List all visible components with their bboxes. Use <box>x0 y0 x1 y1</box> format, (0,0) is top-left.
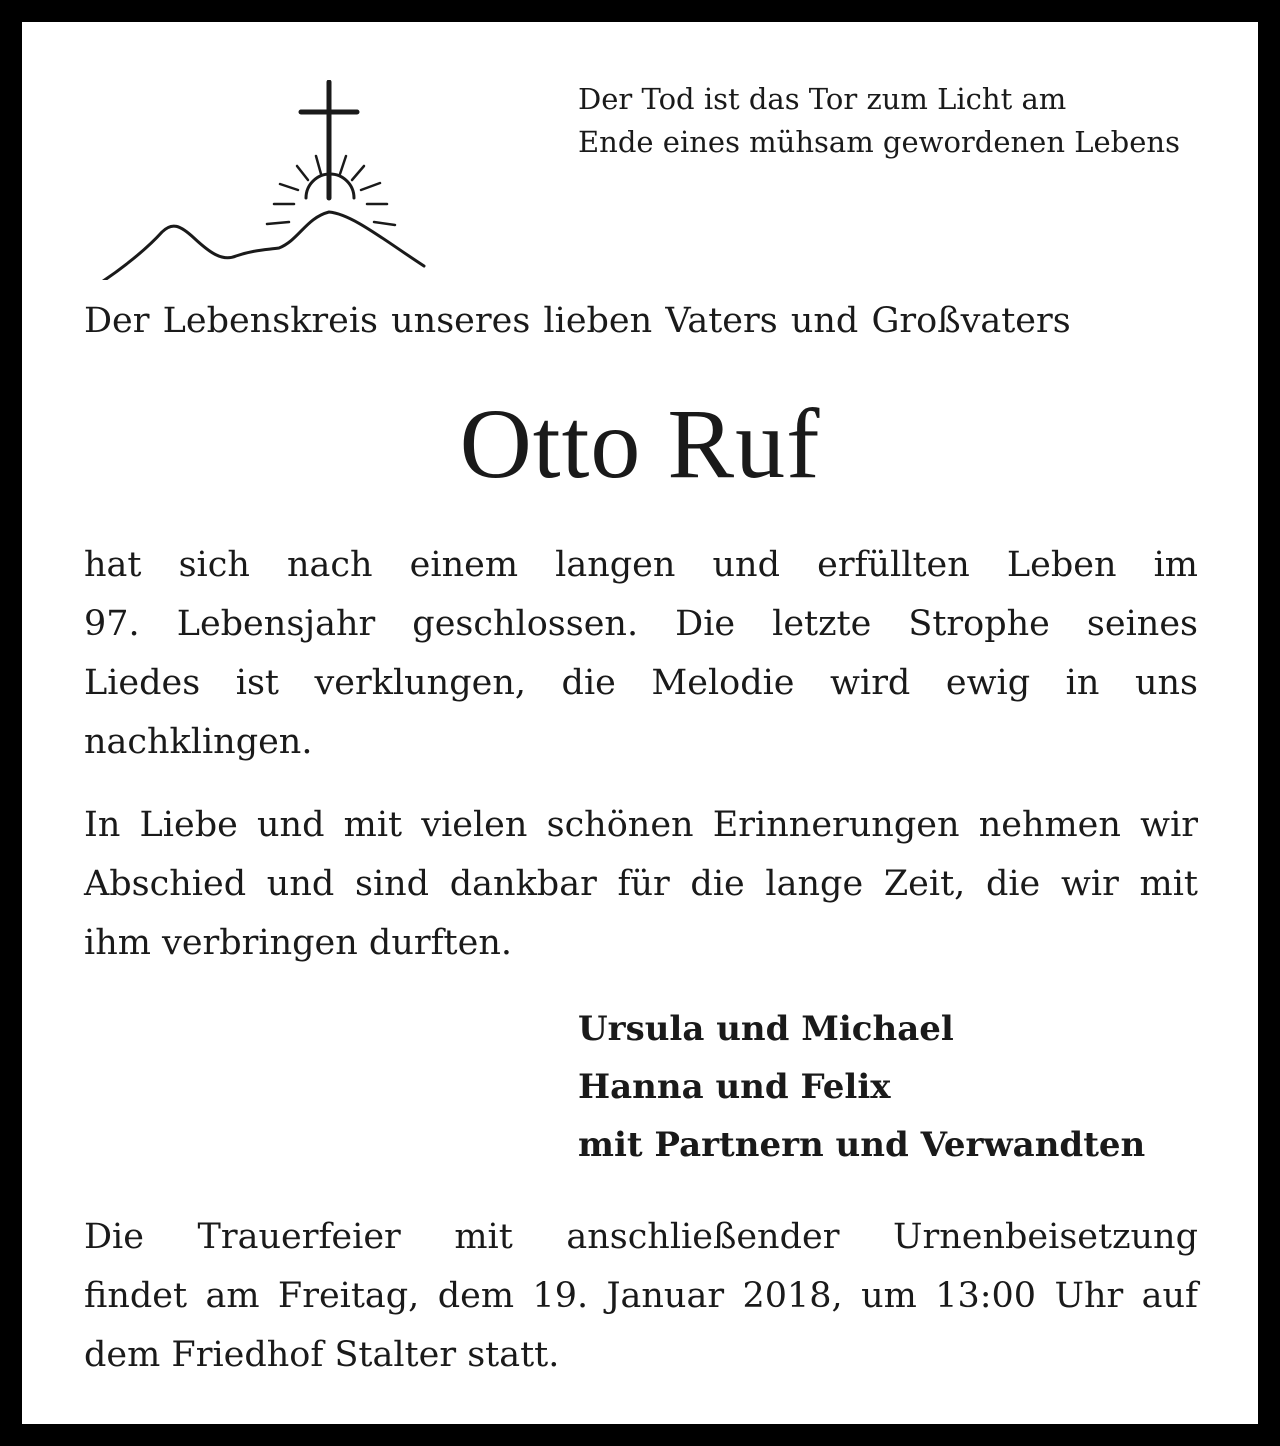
signer-line: Ursula und Michael <box>578 1009 954 1049</box>
paragraph-farewell <box>84 796 1198 973</box>
signers <box>578 1000 1145 1174</box>
funeral-info <box>84 1208 1198 1385</box>
motto <box>578 78 1238 164</box>
obituary-notice <box>22 22 1258 1424</box>
text-line: In Liebe und mit vielen schönen Erinnerungen nehmen wir <box>84 805 1198 845</box>
deceased-name: Otto Ruf <box>459 388 821 499</box>
intro-text: Der Lebenskreis unseres lieben Vaters und Großvaters <box>84 301 1071 341</box>
signer-line: Hanna und Felix <box>578 1067 891 1107</box>
text-line: Liedes ist verklungen, die Melodie wird ewig in uns <box>84 663 1198 703</box>
paragraph-life <box>84 536 1198 772</box>
text-line: hat sich nach einem langen und erfüllten Leben im <box>84 545 1198 585</box>
signer-line: mit Partnern und Verwandten <box>578 1125 1146 1165</box>
text-line: nachklingen. <box>84 722 313 762</box>
text-line: ihm verbringen durften. <box>84 923 512 963</box>
text-line: dem Friedhof Stalter statt. <box>84 1335 560 1375</box>
motto-line: Der Tod ist das Tor zum Licht am <box>578 82 1067 116</box>
text-line: findet am Freitag, dem 19. Januar 2018, um 13:00 Uhr auf <box>84 1276 1198 1316</box>
text-line: Die Trauerfeier mit anschließender Urnenbeisetzung <box>84 1217 1198 1257</box>
motto-line: Ende eines mühsam gewordenen Lebens <box>578 125 1180 159</box>
text-line: 97. Lebensjahr geschlossen. Die letzte Strophe seines <box>84 604 1198 644</box>
cross-on-mountain-with-sun-icon <box>84 80 434 280</box>
text-line: Abschied und sind dankbar für die lange Zeit, die wir mit <box>84 864 1198 904</box>
